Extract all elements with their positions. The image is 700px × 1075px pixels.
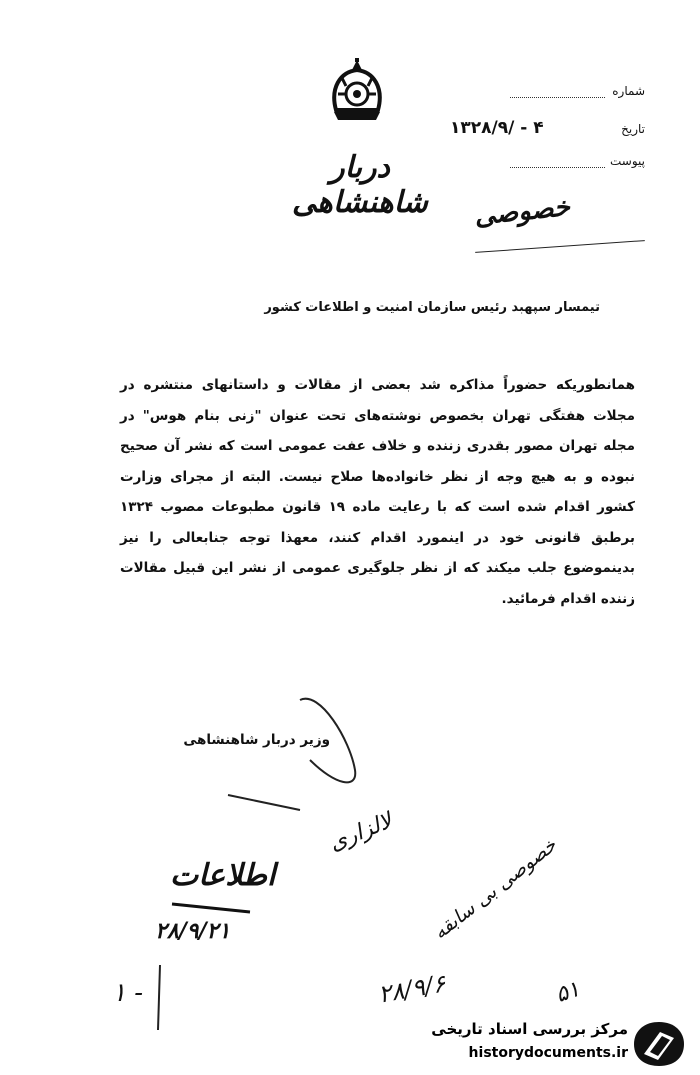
receipt-stamp: اطلاعات <box>170 858 276 893</box>
pen-stroke-curve <box>300 699 355 783</box>
date-value: ۱۳۲۸/۹/ - ۴ <box>450 118 544 138</box>
attachment-label: پیوست <box>610 154 645 168</box>
number-label: شماره <box>612 84 645 98</box>
handwritten-note: لالزاری <box>325 808 396 857</box>
handwritten-date: ۲۸/۹/۶ <box>376 969 448 1009</box>
confidential-stamp: خصوصی <box>472 191 572 232</box>
pen-stroke-vertical <box>158 965 160 1030</box>
receipt-date: ۲۸/۹/۲۱ <box>155 918 231 944</box>
handwritten-number: ۵۱ <box>552 976 583 1009</box>
archive-center-logo-icon <box>630 1018 688 1070</box>
letter-body: همانطوریکه حضوراً مذاکره شد بعضی از مقالات و داستانهای منتشره در مجلات هفتگی تهران بخصوص نوشته‌های تحت عنوان "زنی بنام هوس" در مجله تهران مصور بقدری زننده و خلاف عفت عمومی است که نشر آن صحیح نبوده و به هیچ وجه از نظر خانواده‌ها صلاح نیست. البته از مجرای وزارت کشور اقدام شده است که با رعایت ماده ۱۹ قانون مطبوعات مصوب ۱۳۲۴ برطبق قانونی خود در اینمورد اقدام کنند، معهذا توجه جنابعالی را نیز بدینموضوع جلب میکند که از نظر جلوگیری عمومی از نشر این قبیل مقالات زننده اقدام فرمائید. <box>120 377 636 607</box>
letter-recipient: تیمسار سپهبد رئیس سازمان امنیت و اطلاعات کشور <box>264 300 600 315</box>
pen-stroke-line <box>228 795 300 810</box>
footer-org-name: مرکز بررسی اسناد تاریخی <box>431 1020 628 1038</box>
letter-signature: وزیر دربار شاهنشاهی <box>183 732 330 748</box>
handwritten-note-secondary: خصوصی بی سابقه <box>429 834 561 944</box>
date-label: تاریخ <box>621 122 645 136</box>
court-title: دربار شاهنشاهی <box>292 150 428 220</box>
handwritten-mark: ۱ - <box>112 978 144 1008</box>
footer-website: historydocuments.ir <box>468 1045 628 1061</box>
receipt-underline <box>172 904 250 912</box>
